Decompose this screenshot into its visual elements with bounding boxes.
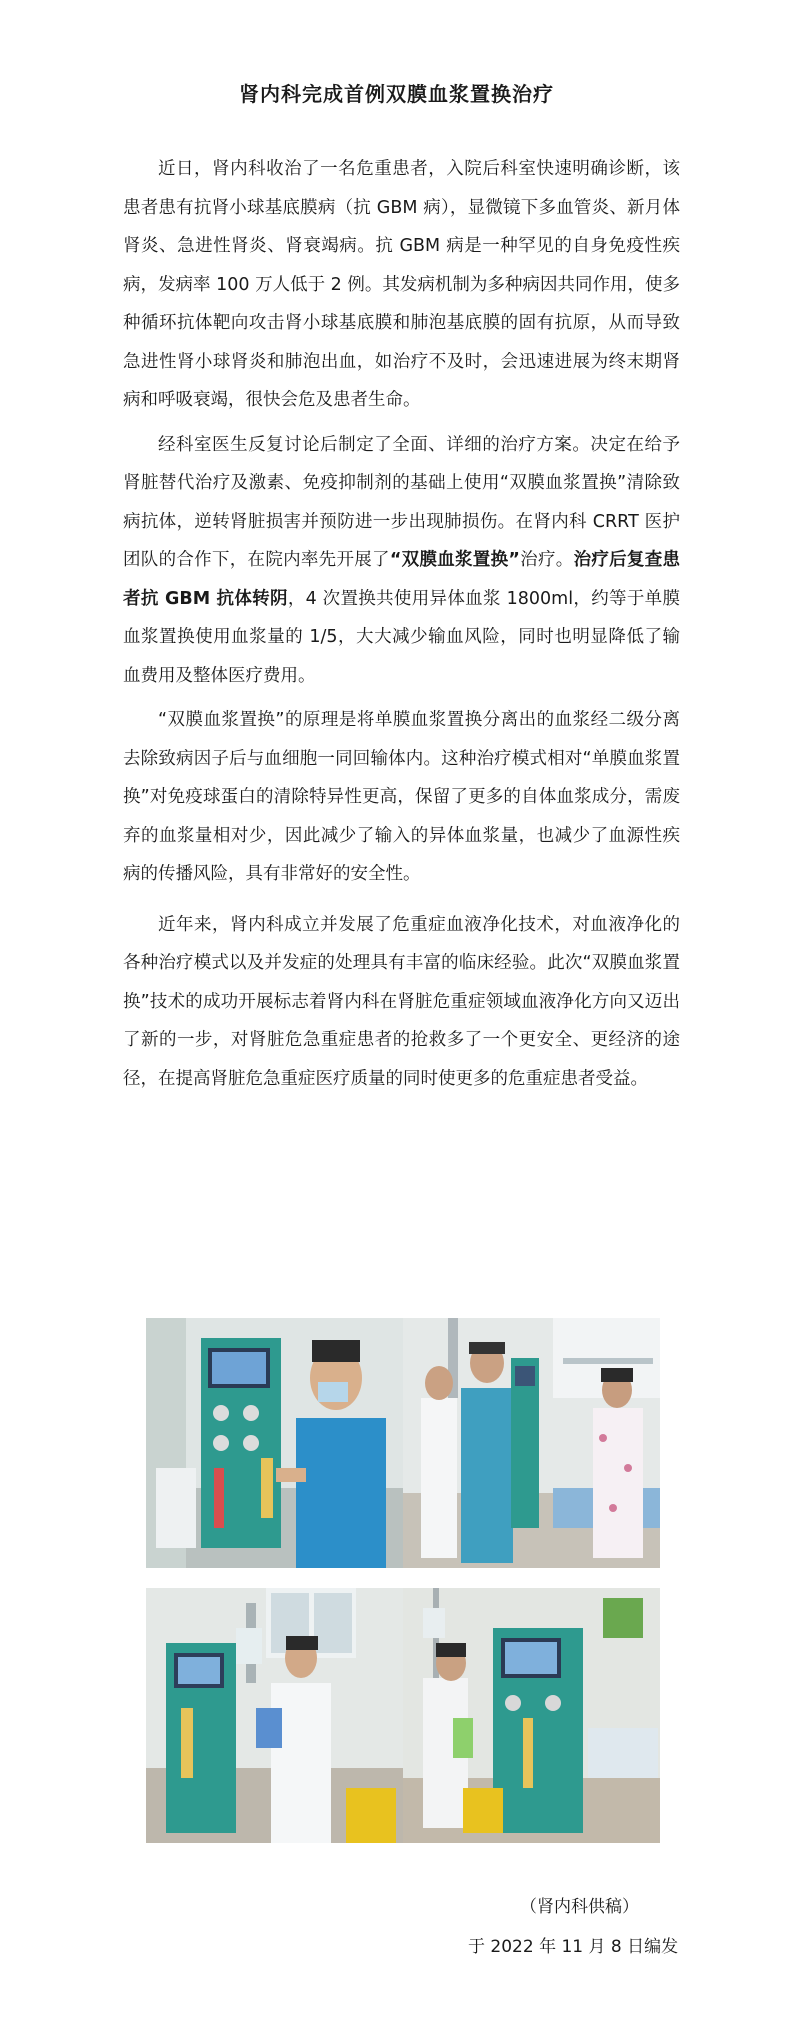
paragraph-3: “双膜血浆置换”的原理是将单膜血浆置换分离出的血浆经二级分离去除致病因子后与血细胞一同回输体内。这种治疗模式相对“单膜血浆置换”对免疫球蛋白的清除特异性更高，保留了更多的自体血浆成分，需废弃的血浆量相对少，因此减少了输入的异体血浆量，也减少了血源性疾病的传播风险，具有非常好的安全性。 [123, 710, 680, 884]
article-body [123, 150, 680, 1098]
source-credit: （肾内科供稿） [520, 1897, 639, 1917]
page-title: 肾内科完成首例双膜血浆置换治疗 [239, 82, 554, 106]
paragraph-1: 近日，肾内科收治了一名危重患者，入院后科室快速明确诊断，该患者患有抗肾小球基底膜病（抗 GBM 病），显微镜下多血管炎、新月体肾炎、急进性肾炎、肾衰竭病。抗 GBM 病是一种罕见的自身免疫性疾病，发病率 100 万人低于 2 例。其发病机制为多种病因共同作用，使多种循环抗体靶向攻击肾小球基底膜和肺泡基底膜的固有抗原，从而导致急进性肾小球肾炎和肺泡出血，如治疗不及时，会迅速进展为终末期肾病和呼吸衰竭，很快会危及患者生命。 [123, 159, 680, 410]
paragraph-2-highlight-result: 治疗后复查患者抗 GBM 抗体转阴 [123, 550, 681, 609]
photo-doctor-with-clipboard [146, 1588, 403, 1843]
photo-nurse-operating-machine [146, 1318, 403, 1568]
paragraph-2-text-e: ，4 次置换共使用异体血浆 1800ml，约等于单膜血浆置换使用血浆量的 1/5，大大减少输血风险，同时也明显降低了输血费用及整体医疗费用。 [123, 588, 680, 686]
photo-nurse-adjusting-machine [403, 1588, 660, 1843]
photo-team-bedside [403, 1318, 660, 1568]
paragraph-2-highlight-method: “双膜血浆置换” [389, 550, 520, 570]
publish-date: 于 2022 年 11 月 8 日编发 [468, 1937, 679, 1957]
paragraph-2-text-c: 治疗。 [519, 550, 574, 570]
paragraph-2 [123, 426, 680, 696]
paragraph-2-text-a: 经科室医生反复讨论后制定了全面、详细的治疗方案。决定在给予肾脏替代治疗及激素、免疫抑制剂的基础上使用“双膜血浆置换”清除致病抗体，逆转肾脏损害并预防进一步出现肺损伤。在肾内科 CRRT 医护团队的合作下，在院内率先开展了 [123, 434, 680, 570]
paragraph-4: 近年来，肾内科成立并发展了危重症血液净化技术，对血液净化的各种治疗模式以及并发症的处理具有丰富的临床经验。此次“双膜血浆置换”技术的成功开展标志着肾内科在肾脏危重症领域血液净化方向又迈出了新的一步，对肾脏危急重症患者的抢救多了一个更安全、更经济的途径，在提高肾脏危急重症医疗质量的同时使更多的危重症患者受益。 [123, 914, 680, 1089]
